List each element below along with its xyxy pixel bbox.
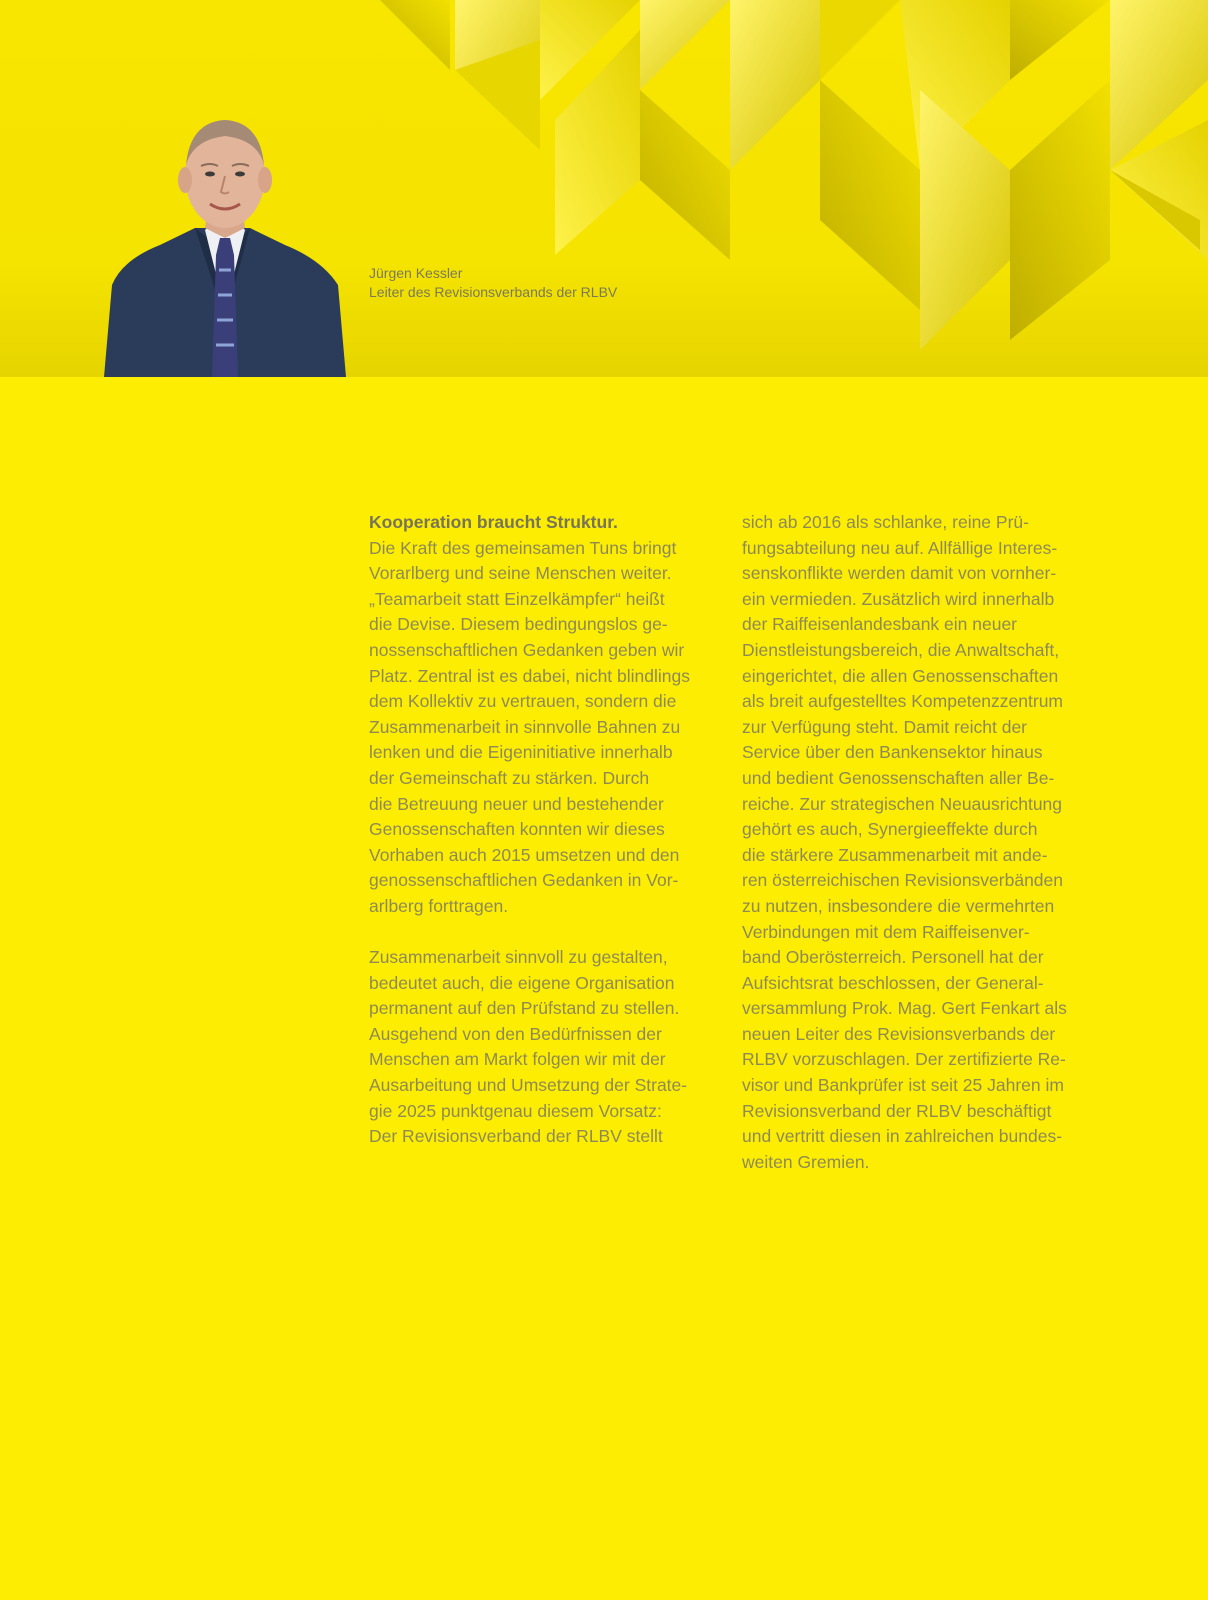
text-line: Ausgehend von den Bedürfnissen der — [369, 1023, 662, 1044]
text-line: Dienstleistungsbereich, die Anwaltschaft, — [742, 639, 1060, 660]
paragraph-spacer — [369, 920, 721, 946]
header-banner — [0, 0, 1208, 377]
text-line: fungsabteilung neu auf. Allfällige Interes- — [742, 537, 1058, 558]
text-line: Aufsichtsrat beschlossen, der General- — [742, 972, 1044, 993]
text-line: Revisionsverband der RLBV beschäftigt — [742, 1100, 1052, 1121]
text-line: weiten Gremien. — [742, 1151, 870, 1172]
text-line: eingerichtet, die allen Genossenschaften — [742, 665, 1059, 686]
article-left-column — [369, 510, 721, 1150]
text-line: der Raiffeisenlandesbank ein neuer — [742, 614, 1018, 635]
text-line: und vertritt diesen in zahlreichen bundes- — [742, 1126, 1063, 1147]
text-line: als breit aufgestelltes Kompetenzzentrum — [742, 691, 1063, 712]
article-heading: Kooperation braucht Struktur. — [369, 512, 618, 532]
text-line: und bedient Genossenschaften aller Be- — [742, 767, 1055, 788]
caption-role: Leiter des Revisionsverbands der RLBV — [369, 284, 618, 300]
text-line: nossenschaftlichen Gedanken geben wir — [369, 639, 685, 660]
text-line: Vorarlberg und seine Menschen weiter. — [369, 563, 672, 584]
text-line: Zusammenarbeit sinnvoll zu gestalten, — [369, 947, 668, 968]
text-line: visor und Bankprüfer ist seit 25 Jahren im — [742, 1075, 1064, 1096]
text-line: die stärkere Zusammenarbeit mit ande- — [742, 844, 1048, 865]
text-line: neuen Leiter des Revisionsverbands der — [742, 1023, 1056, 1044]
text-line: senskonflikte werden damit von vornher- — [742, 563, 1057, 584]
text-line: Ausarbeitung und Umsetzung der Strate- — [369, 1075, 688, 1096]
text-line: reiche. Zur strategischen Neuausrichtung — [742, 793, 1063, 814]
text-line: die Devise. Diesem bedingungslos ge- — [369, 614, 668, 635]
text-line: sich ab 2016 als schlanke, reine Prü- — [742, 512, 1029, 532]
text-line: gie 2025 punktgenau diesem Vorsatz: — [369, 1100, 662, 1121]
text-line: Service über den Bankensektor hinaus — [742, 742, 1043, 763]
text-line: die Betreuung neuer und bestehender — [369, 793, 664, 814]
text-line: permanent auf den Prüfstand zu stellen. — [369, 998, 680, 1019]
text-line: Der Revisionsverband der RLBV stellt — [369, 1126, 663, 1147]
text-line: bedeutet auch, die eigene Organisation — [369, 972, 675, 993]
text-line: zu nutzen, insbesondere die vermehrten — [742, 895, 1055, 916]
text-line: Verbindungen mit dem Raiffeisenver- — [742, 921, 1030, 942]
article-paragraph-1 — [369, 536, 721, 920]
text-line: gehört es auch, Synergieeffekte durch — [742, 819, 1038, 840]
text-line: Zusammenarbeit in sinnvolle Bahnen zu — [369, 716, 681, 737]
text-line: lenken und die Eigeninitiative innerhalb — [369, 742, 673, 763]
text-line: Menschen am Markt folgen wir mit der — [369, 1049, 666, 1070]
text-line: ren österreichischen Revisionsverbänden — [742, 870, 1064, 891]
text-line: zur Verfügung steht. Damit reicht der — [742, 716, 1027, 737]
text-line: band Oberösterreich. Personell hat der — [742, 947, 1044, 968]
text-line: Genossenschaften konnten wir dieses — [369, 819, 665, 840]
text-line: dem Kollektiv zu vertrauen, sondern die — [369, 691, 677, 712]
text-line: ein vermieden. Zusätzlich wird innerhalb — [742, 588, 1055, 609]
text-line: Die Kraft des gemeinsamen Tuns bringt — [369, 537, 677, 558]
text-line: Platz. Zentral ist es dabei, nicht blindlings — [369, 665, 690, 686]
text-line: genossenschaftlichen Gedanken in Vor- — [369, 870, 679, 891]
text-line: „Teamarbeit statt Einzelkämpfer“ heißt — [369, 588, 665, 609]
text-line: Vorhaben auch 2015 umsetzen und den — [369, 844, 680, 865]
text-line: der Gemeinschaft zu stärken. Durch — [369, 767, 650, 788]
article-right-column — [742, 510, 1094, 1175]
caption-name: Jürgen Kessler — [369, 265, 463, 281]
text-line: versammlung Prok. Mag. Gert Fenkart als — [742, 998, 1067, 1019]
article-paragraph-2 — [369, 945, 721, 1150]
portrait-photo — [100, 110, 350, 377]
text-line: RLBV vorzuschlagen. Der zertifizierte Re- — [742, 1049, 1066, 1070]
article-paragraph-3 — [742, 510, 1094, 1175]
photo-caption — [369, 264, 617, 302]
text-line: arlberg forttragen. — [369, 895, 509, 916]
